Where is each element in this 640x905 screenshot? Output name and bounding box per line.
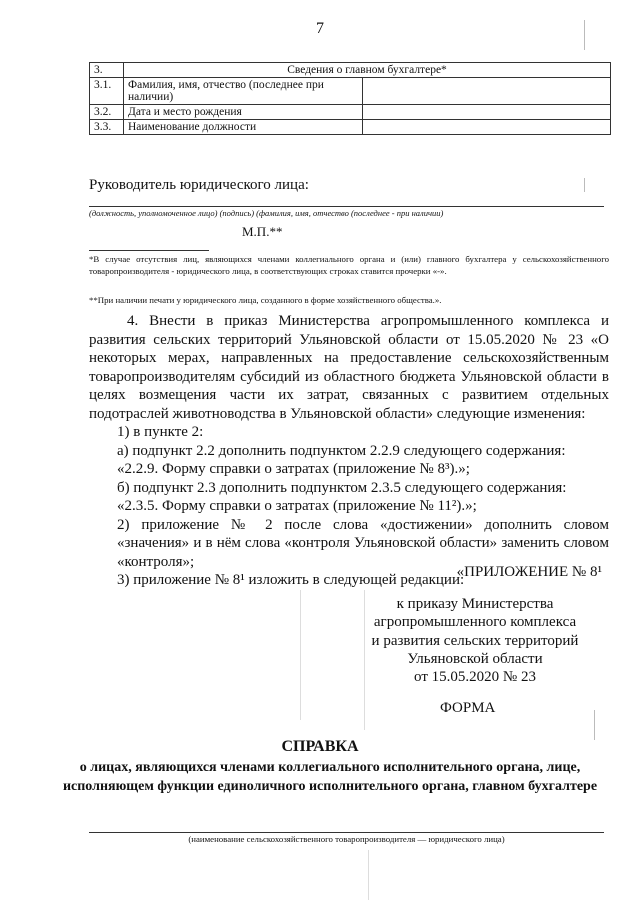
table-cell-num: 3. [90, 63, 124, 78]
chief-accountant-table [89, 62, 611, 135]
scan-artifact [368, 850, 369, 900]
table-header-title: Сведения о главном бухгалтере* [124, 63, 611, 78]
table-cell-label: Наименование должности [124, 120, 363, 135]
stamp-place-label: М.П.** [242, 224, 283, 239]
form-label: ФОРМА [440, 700, 496, 716]
table-cell-label: Фамилия, имя, отчество (последнее при наличии) [124, 78, 363, 105]
spravka-title: СПРАВКА [281, 738, 359, 755]
item-1a: а) подпункт 2.2 дополнить подпунктом 2.2.9 следующего содержания: [117, 442, 566, 459]
table-cell-value[interactable] [363, 105, 611, 120]
item-1: 1) в пункте 2: [117, 424, 204, 440]
table-cell-value[interactable] [363, 120, 611, 135]
producer-name-line [89, 832, 604, 833]
table-cell-num: 3.1. [90, 78, 124, 105]
table-cell-label: Дата и место рождения [124, 105, 363, 120]
spravka-subtitle: о лицах, являющихся членами коллегиального исполнительного органа, лице, исполняющем функции единоличного исполнительного органа, главном бухгалтере [62, 760, 598, 794]
signature-line [89, 206, 604, 207]
table-row [90, 105, 611, 120]
scan-artifact [594, 710, 595, 740]
item-2: 2) приложение № 2 после слова «достижении» дополнить словом «значения» и в нём слова «контроля Ульяновской области» заменить словом «контроля»; [117, 516, 609, 570]
item-3: 3) приложение № 8¹ изложить в следующей редакции: [117, 572, 465, 588]
amendment-text [89, 312, 609, 590]
appendix-header [340, 563, 610, 686]
appendix-title: «ПРИЛОЖЕНИЕ № 8¹ [456, 564, 602, 580]
item-1b: б) подпункт 2.3 дополнить подпунктом 2.3.5 следующего содержания: [117, 479, 567, 496]
table-header-row [90, 63, 611, 78]
appendix-line: к приказу Министерства [396, 596, 554, 613]
table-cell-num: 3.3. [90, 120, 124, 135]
producer-name-caption: (наименование сельскохозяйственного товаропроизводителя — юридического лица) [188, 834, 505, 844]
scan-artifact [584, 178, 585, 192]
footnote-1: *В случае отсутствия лиц, являющихся членами коллегиального органа и (или) главного бухгалтера у сельскохозяйственного товаропроизводителя - юридического лица, в соответствующих строках ставится прочерки «-». [89, 254, 609, 276]
signature-caption: (должность, уполномоченное лицо) (подпись) (фамилия, имя, отчество (последнее - при наличии) [89, 208, 444, 218]
appendix-line: Ульяновской области [407, 650, 543, 667]
appendix-line: от 15.05.2020 № 23 [414, 669, 536, 686]
paragraph-4: 4. Внести в приказ Министерства агропромышленного комплекса и развития сельских территорий Ульяновской области от 15.05.2020 № 23 «О некоторых мерах, направленных на предоставление сельскохозяйственным товаропроизводителям субсидий из областного бюджета Ульяновской области в целях возмещения части их затрат, связанных с развитием отдельных подотраслей животноводства в Ульяновской области» следующие изменения: [89, 313, 609, 422]
table-cell-num: 3.2. [90, 105, 124, 120]
scan-artifact [584, 20, 585, 50]
footnote-divider [89, 250, 209, 251]
table-cell-value[interactable] [363, 78, 611, 105]
footnote-2: **При наличии печати у юридического лица, созданного в форме хозяйственного общества.». [89, 295, 442, 305]
table-row [90, 78, 611, 105]
scan-artifact [364, 590, 365, 730]
page-number: 7 [316, 20, 324, 37]
appendix-line: и развития сельских территорий [371, 632, 579, 649]
item-1a-text: «2.2.9. Форму справки о затратах (приложение № 8³).»; [117, 461, 470, 477]
appendix-line: агропромышленного комплекса [373, 614, 577, 631]
scan-artifact [300, 590, 301, 720]
signature-heading: Руководитель юридического лица: [89, 177, 309, 193]
item-1b-text: «2.3.5. Форму справки о затратах (приложение № 11²).»; [117, 498, 477, 514]
table-row [90, 120, 611, 135]
